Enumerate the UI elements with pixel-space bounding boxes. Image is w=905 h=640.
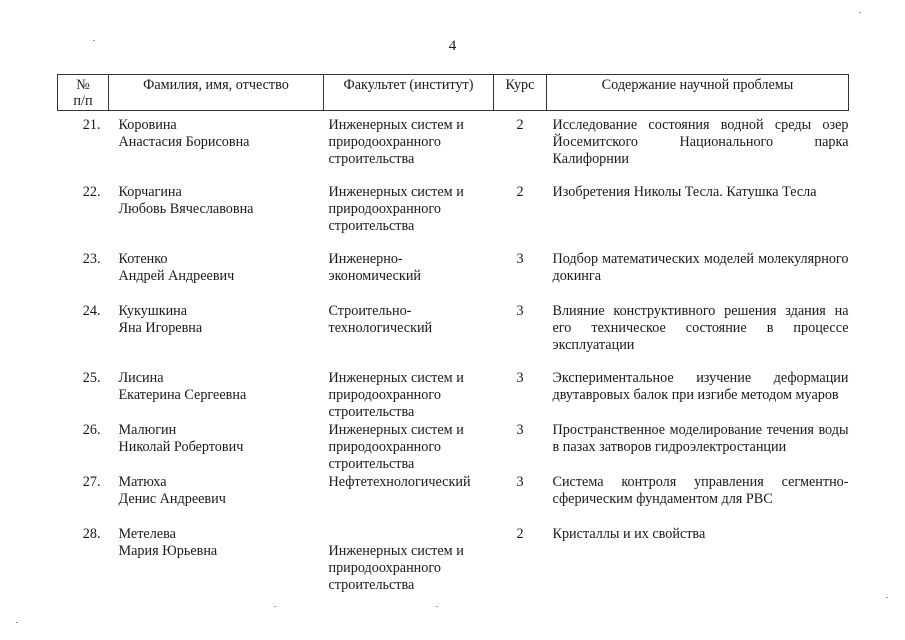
faculty bbox=[324, 111, 494, 169]
research-topic: Экспериментальное изучение деформации двутавровых балок при изгибе методом муаров bbox=[552, 370, 849, 403]
course: 3 bbox=[516, 474, 524, 490]
faculty-line bbox=[329, 526, 494, 543]
header-number-line1: № bbox=[76, 77, 90, 93]
research-topic: Подбор математических моделей молекулярного докинга bbox=[552, 251, 849, 284]
student-name bbox=[109, 421, 324, 473]
faculty-line bbox=[329, 491, 494, 508]
research-topic: Изобретения Николы Тесла. Катушка Тесла bbox=[552, 184, 817, 200]
research-topic: Исследование состояния водной среды озер Йосемитского Национального парка Калифорнии bbox=[552, 117, 849, 167]
student-surname: Матюха bbox=[118, 474, 167, 490]
faculty-line: Инженерных систем и bbox=[328, 543, 464, 559]
student-surname: Коровина bbox=[118, 117, 177, 133]
course: 3 bbox=[516, 370, 524, 386]
student-name bbox=[109, 354, 324, 421]
faculty-line: природоохранного bbox=[328, 134, 441, 150]
faculty-line: строительства bbox=[328, 151, 415, 167]
faculty-line: технологический bbox=[328, 320, 433, 336]
scan-speck bbox=[274, 606, 276, 607]
table-row bbox=[58, 473, 849, 525]
students-table bbox=[57, 74, 849, 594]
faculty-line bbox=[329, 337, 494, 354]
faculty-line: строительства bbox=[328, 577, 415, 593]
faculty-line bbox=[329, 285, 494, 302]
header-name: Фамилия, имя, отчество bbox=[109, 75, 324, 111]
faculty-line: Инженерных систем и bbox=[328, 422, 464, 438]
student-name bbox=[109, 168, 324, 235]
faculty bbox=[324, 302, 494, 354]
student-surname: Котенко bbox=[118, 251, 168, 267]
table-row bbox=[58, 168, 849, 235]
course: 2 bbox=[516, 117, 524, 133]
student-given-names: Екатерина Сергеевна bbox=[118, 387, 247, 403]
table-row bbox=[58, 525, 849, 594]
page-number: 4 bbox=[448, 38, 457, 54]
scan-speck bbox=[859, 12, 861, 13]
student-surname: Метелева bbox=[118, 526, 176, 542]
faculty-line: Инженерных систем и bbox=[328, 184, 464, 200]
student-given-names: Анастасия Борисовна bbox=[118, 134, 250, 150]
student-surname: Кукушкина bbox=[118, 303, 188, 319]
faculty-line: строительства bbox=[328, 404, 415, 420]
student-name bbox=[109, 111, 324, 169]
header-course: Курс bbox=[494, 75, 547, 111]
scan-speck bbox=[436, 606, 438, 607]
row-number: 21. bbox=[82, 117, 101, 133]
row-number: 24. bbox=[82, 303, 101, 319]
student-name bbox=[109, 235, 324, 302]
scan-speck bbox=[93, 40, 95, 41]
table-row bbox=[58, 354, 849, 421]
table-header-row bbox=[58, 75, 849, 111]
header-faculty: Факультет (институт) bbox=[324, 75, 494, 111]
faculty-line: природоохранного bbox=[328, 560, 441, 576]
faculty-line: Инженерно- bbox=[328, 251, 403, 267]
scan-speck bbox=[16, 622, 18, 623]
student-name bbox=[109, 302, 324, 354]
research-topic: Влияние конструктивного решения здания на его техническое состояние в процессе эксплуатации bbox=[552, 303, 849, 353]
table-row bbox=[58, 302, 849, 354]
student-name bbox=[109, 525, 324, 594]
faculty-line: экономический bbox=[328, 268, 422, 284]
course: 2 bbox=[516, 184, 524, 200]
faculty-line: Инженерных систем и bbox=[328, 117, 464, 133]
course: 3 bbox=[516, 251, 524, 267]
faculty bbox=[324, 421, 494, 473]
student-name bbox=[109, 473, 324, 525]
faculty-line bbox=[329, 508, 494, 525]
student-given-names: Андрей Андреевич bbox=[118, 268, 235, 284]
row-number: 25. bbox=[82, 370, 101, 386]
row-number: 26. bbox=[82, 422, 101, 438]
course: 3 bbox=[516, 422, 524, 438]
faculty bbox=[324, 168, 494, 235]
row-number: 22. bbox=[82, 184, 101, 200]
faculty-line: природоохранного bbox=[328, 201, 441, 217]
faculty bbox=[324, 354, 494, 421]
student-given-names: Яна Игоревна bbox=[118, 320, 203, 336]
scan-speck bbox=[886, 597, 888, 598]
student-surname: Корчагина bbox=[118, 184, 182, 200]
row-number: 27. bbox=[82, 474, 101, 490]
student-given-names: Мария Юрьевна bbox=[118, 543, 218, 559]
faculty-line: природоохранного bbox=[328, 439, 441, 455]
faculty-line: природоохранного bbox=[328, 387, 441, 403]
row-number: 23. bbox=[82, 251, 101, 267]
table-row bbox=[58, 421, 849, 473]
header-number-line2: п/п bbox=[73, 93, 93, 109]
row-number: 28. bbox=[82, 526, 101, 542]
course: 2 bbox=[516, 526, 524, 542]
faculty bbox=[324, 473, 494, 525]
research-topic: Кристаллы и их свойства bbox=[552, 526, 706, 542]
student-given-names: Любовь Вячеславовна bbox=[118, 201, 254, 217]
student-given-names: Денис Андреевич bbox=[118, 491, 226, 507]
faculty bbox=[324, 235, 494, 302]
course: 3 bbox=[516, 303, 524, 319]
research-topic: Система контроля управления сегментно-сферическим фундаментом для РВС bbox=[552, 474, 849, 507]
faculty-line: Инженерных систем и bbox=[328, 370, 464, 386]
table-row bbox=[58, 111, 849, 169]
faculty-line: строительства bbox=[328, 218, 415, 234]
student-surname: Малюгин bbox=[118, 422, 177, 438]
header-number bbox=[58, 75, 109, 111]
research-topic: Пространственное моделирование течения воды в пазах затворов гидроэлектростанции bbox=[552, 422, 849, 455]
faculty-line: Строительно- bbox=[328, 303, 412, 319]
header-topic: Содержание научной проблемы bbox=[547, 75, 849, 111]
table-row bbox=[58, 235, 849, 302]
faculty bbox=[324, 525, 494, 594]
faculty-line: строительства bbox=[328, 456, 415, 472]
student-given-names: Николай Робертович bbox=[118, 439, 244, 455]
student-surname: Лисина bbox=[118, 370, 164, 386]
faculty-line: Нефтетехнологический bbox=[328, 474, 471, 490]
